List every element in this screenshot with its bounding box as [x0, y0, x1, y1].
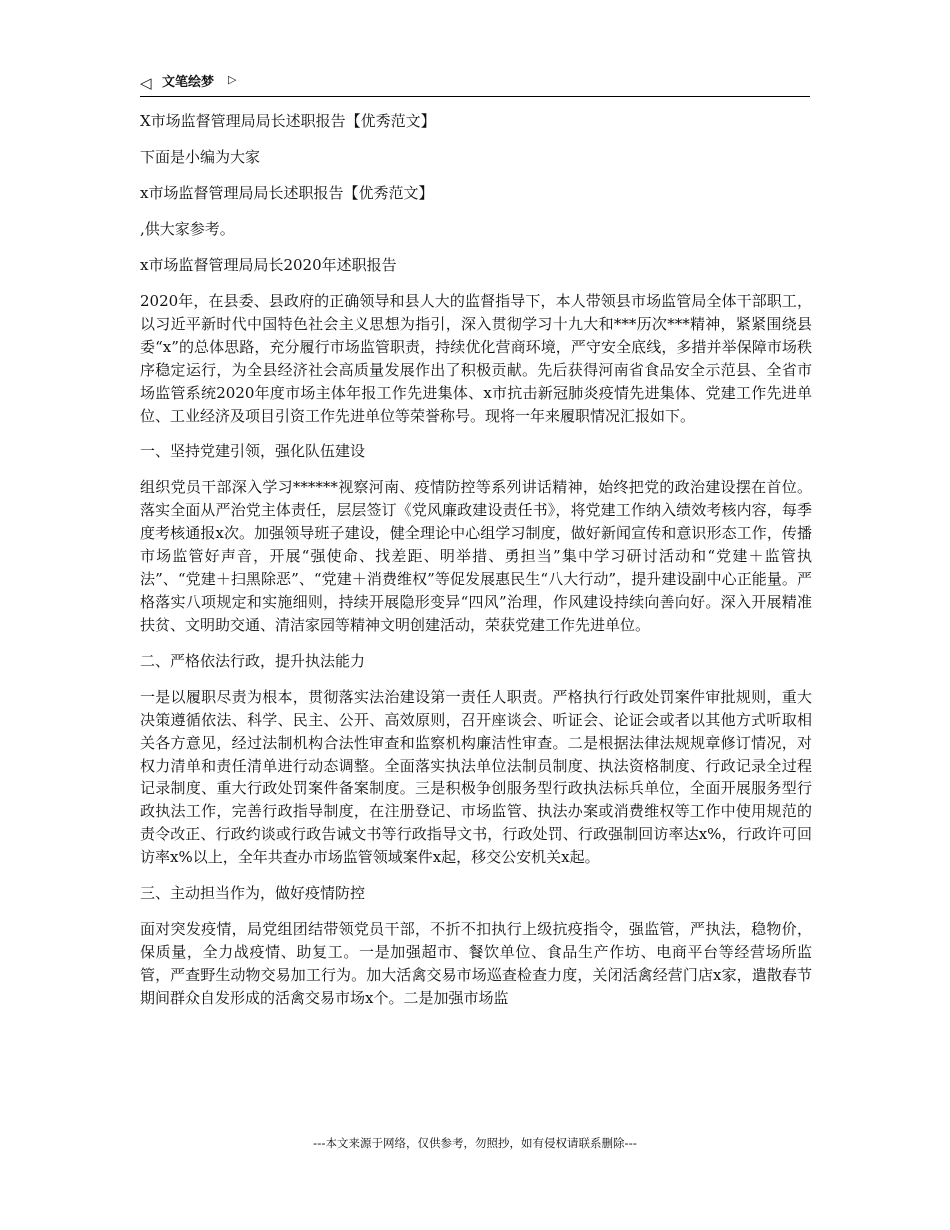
footer-disclaimer: ---本文来源于网络，仅供参考，勿照抄，如有侵权请联系删除---	[313, 1136, 637, 1150]
triangle-right-icon: ▷	[228, 73, 237, 86]
section-1-paragraph: 组织党员干部深入学习******视察河南、疫情防控等系列讲话精神，始终把党的政治建设摆在首位。落实全面从严治党主体责任，层层签订《党风廉政建设责任书》，将党建工作纳入绩效考核内容，每季度考核通报x次。加强领导班子建设，健全理论中心组学习制度，做好新闻宣传和意识形态工作，传播市场监管好声音，开展“强使命、找差距、明举措、勇担当”集中学习研讨活动和“党建＋监管执法”、“党建＋扫黑除恶”、“党建＋消费维权”等促发展惠民生“八大行动”，提升建设副中心正能量。严格落实八项规定和实施细则，持续开展隐形变异“四风”治理，作风建设持续向善向好。深入开展精准扶贫、文明助交通、清洁家园等精神文明创建活动，荣获党建工作先进单位。	[140, 478, 812, 634]
section-1-heading: 一、坚持党建引领，强化队伍建设	[140, 442, 366, 461]
section-2-heading: 二、严格依法行政，提升执法能力	[140, 651, 366, 670]
intro-line-2: x市场监督管理局局长述职报告【优秀范文】	[140, 184, 434, 202]
triangle-left-icon: ◁	[140, 74, 152, 92]
section-3-paragraph: 面对突发疫情，局党组团结带领党员干部，不折不扣执行上级抗疫指令，强监管，严执法，稳物价，保质量，全力战疫情、助复工。一是加强超市、餐饮单位、食品生产作坊、电商平台等经营场所监管，严查野生动物交易加工行为。加大活禽交易市场巡查检查力度，关闭活禽经营门店x家，遣散春节期间群众自发形成的活禽交易市场x个。二是加强市场监	[140, 920, 812, 1007]
section-3-heading: 三、主动担当作为，做好疫情防控	[140, 884, 366, 903]
intro-paragraph: 2020年，在县委、县政府的正确领导和县人大的监督指导下，本人带领县市场监管局全体干部职工，以习近平新时代中国特色社会主义思想为指引，深入贯彻学习十九大和***历次***精神，紧紧围绕县委“x”的总体思路，充分履行市场监管职责，持续优化营商环境，严守安全底线，多措并举保障市场秩序稳定运行，为全县经济社会高质量发展作出了积极贡献。先后获得河南省食品安全示范县、全省市场监管系统2020年度市场主体年报工作先进集体、x市抗击新冠肺炎疫情先进集体、党建工作先进单位、工业经济及项目引资工作先进单位等荣誉称号。现将一年来履职情况汇报如下。	[140, 292, 812, 425]
brand-name: 文笔绘梦	[162, 75, 215, 90]
document-body	[140, 110, 812, 1010]
document-title: X市场监督管理局局长述职报告【优秀范文】	[140, 112, 436, 130]
document-header	[140, 70, 810, 97]
intro-line-3: ,供大家参考。	[140, 220, 235, 238]
section-2-paragraph: 一是以履职尽责为根本，贯彻落实法治建设第一责任人职责。严格执行行政处罚案件审批规则，重大决策遵循依法、科学、民主、公开、高效原则，召开座谈会、听证会、论证会或者以其他方式听取相关各方意见，经过法制机构合法性审查和监察机构廉洁性审查。二是根据法律法规规章修订情况，对权力清单和责任清单进行动态调整。全面落实执法单位法制员制度、执法资格制度、行政记录全过程记录制度、重大行政处罚案件备案制度。三是积极争创服务型行政执法标兵单位，全面开展服务型行政执法工作，完善行政指导制度，在注册登记、市场监管、执法办案或消费维权等工作中使用规范的责令改正、行政约谈或行政告诫文书等行政指导文书，行政处罚、行政强制回访率达x%，行政许可回访率x%以上，全年共查办市场监管领域案件x起，移交公安机关x起。	[140, 687, 812, 867]
intro-line-1: 下面是小编为大家	[140, 148, 261, 166]
report-title: x市场监督管理局局长2020年述职报告	[140, 256, 397, 274]
